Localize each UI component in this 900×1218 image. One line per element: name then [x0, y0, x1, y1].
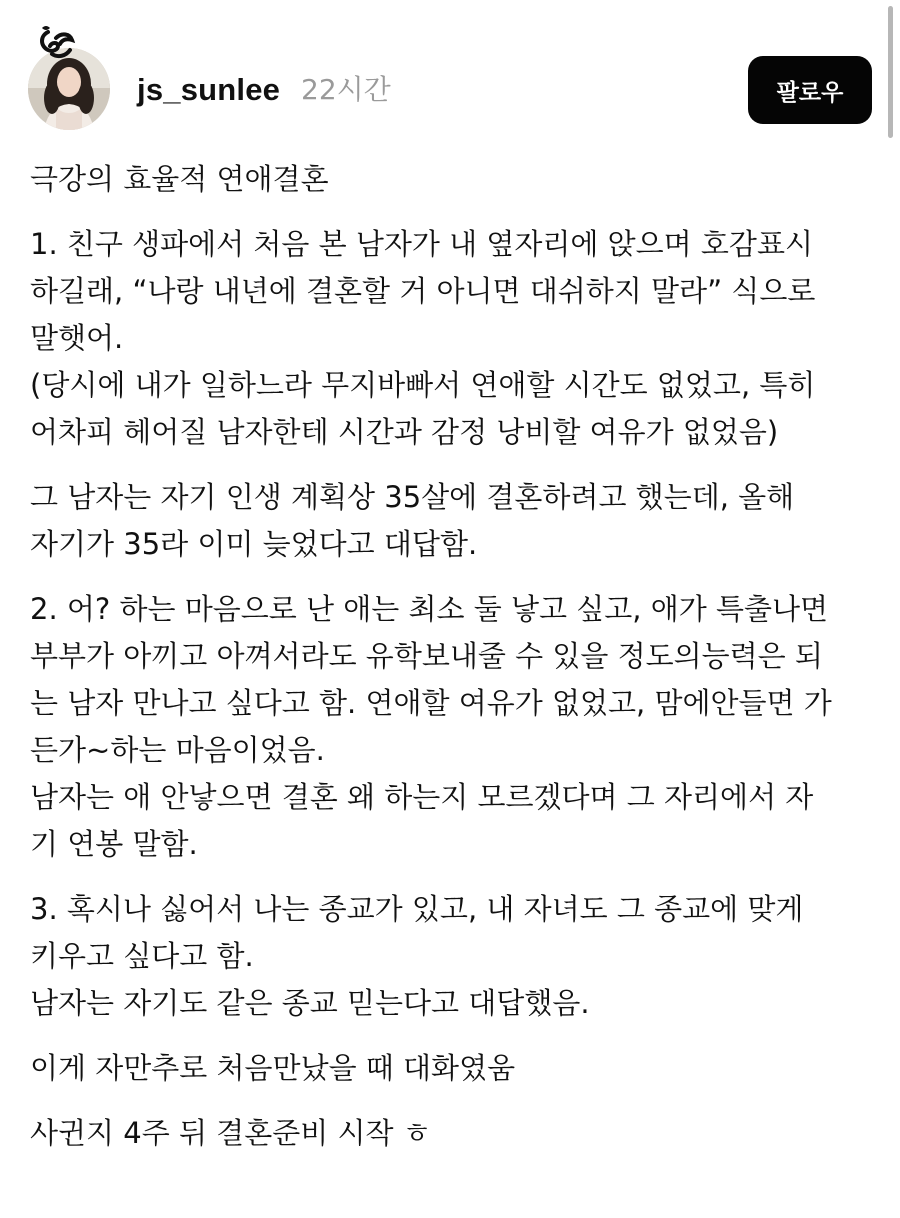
- post-line: 기 연봉 말함.: [30, 827, 198, 861]
- post-title: 극강의 효율적 연애결혼: [30, 162, 329, 196]
- paragraph-gap: [30, 203, 875, 221]
- paragraph-gap: [30, 868, 875, 886]
- post-body: [30, 156, 875, 1157]
- paragraph-gap: [30, 1027, 875, 1045]
- post-line: 하길래, “나랑 내년에 결혼할 거 아니면 대쉬하지 말라” 식으로: [30, 274, 816, 308]
- paragraph-gap: [30, 1092, 875, 1110]
- post-line: 키우고 싶다고 함.: [30, 939, 254, 973]
- paragraph-gap: [30, 568, 875, 586]
- post-line: 2. 어? 하는 마음으로 난 애는 최소 둘 낳고 싶고, 애가 특출나면: [30, 592, 829, 626]
- post-header: [0, 0, 900, 150]
- post-line: 어차피 헤어질 남자한테 시간과 감정 낭비할 여유가 없었음): [30, 415, 779, 449]
- avatar-badge-icon: [36, 22, 76, 62]
- post-line: 자기가 35라 이미 늦었다고 대답함.: [30, 527, 478, 561]
- paragraph-gap: [30, 456, 875, 474]
- post-line: 말햇어.: [30, 321, 124, 355]
- post-line: 1. 친구 생파에서 처음 본 남자가 내 옆자리에 앉으며 호감표시: [30, 227, 813, 261]
- post-line: 든가~하는 마음이었음.: [30, 733, 325, 767]
- post-line: 사귄지 4주 뒤 결혼준비 시작 ㅎ: [30, 1116, 431, 1150]
- post-line: 3. 혹시나 싫어서 나는 종교가 있고, 내 자녀도 그 종교에 맞게: [30, 892, 804, 926]
- follow-button[interactable]: 팔로우: [748, 56, 872, 124]
- username[interactable]: js_sunlee: [137, 72, 281, 107]
- post-line: 남자는 애 안낳으면 결혼 왜 하는지 모르겠다며 그 자리에서 자: [30, 780, 814, 814]
- post-line: 그 남자는 자기 인생 계획상 35살에 결혼하려고 했는데, 올해: [30, 480, 795, 514]
- post-time: 22시간: [301, 73, 391, 106]
- post-line: 이게 자만추로 처음만났을 때 대화였움: [30, 1051, 516, 1085]
- post-line: (당시에 내가 일하느라 무지바빠서 연애할 시간도 없었고, 특히: [30, 368, 816, 402]
- post-line: 는 남자 만나고 싶다고 함. 연애할 여유가 없었고, 맘에안들면 가: [30, 686, 832, 720]
- post-line: 부부가 아끼고 아껴서라도 유학보내줄 수 있을 정도의능력은 되: [30, 639, 823, 673]
- scrollbar[interactable]: [888, 6, 893, 138]
- post-line: 남자는 자기도 같은 종교 믿는다고 대답했음.: [30, 986, 590, 1020]
